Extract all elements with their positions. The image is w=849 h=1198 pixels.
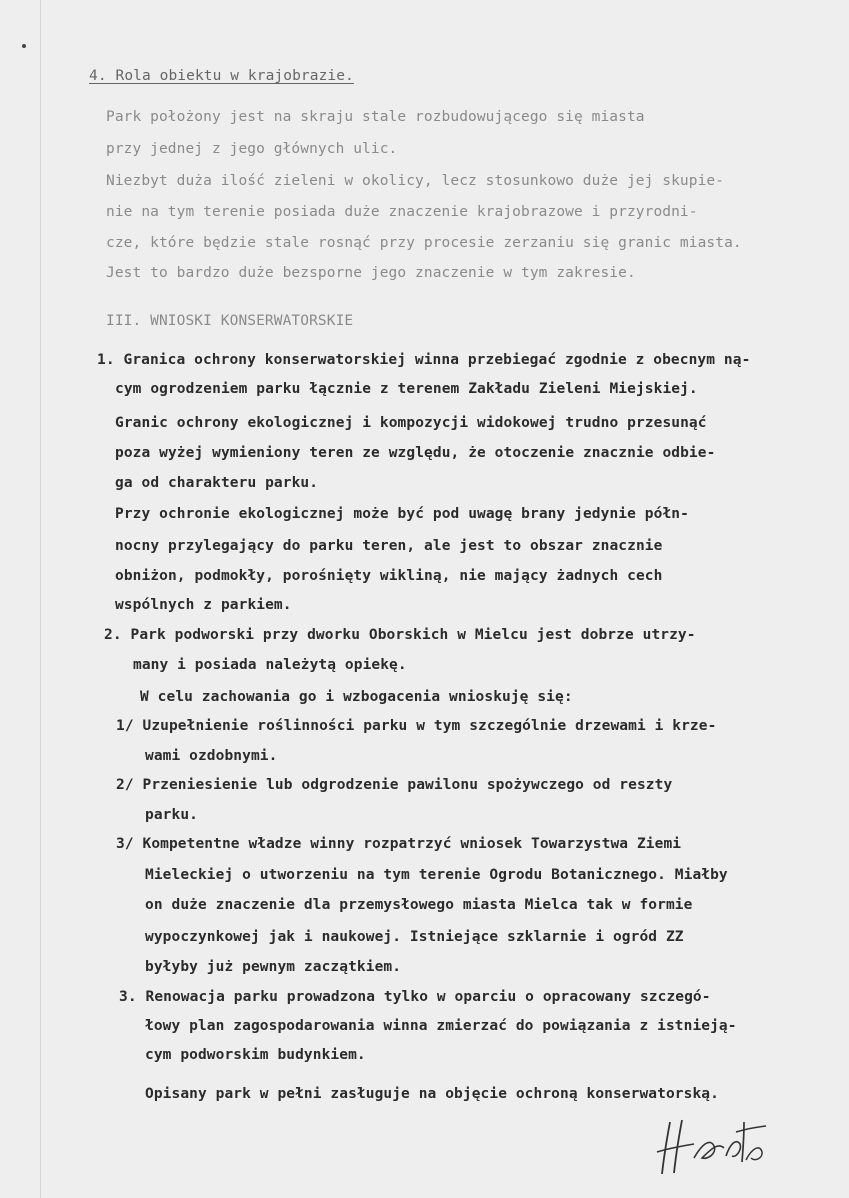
section-4-heading: 4. Rola obiektu w krajobrazie. (89, 68, 354, 84)
punch-mark (22, 44, 26, 48)
scan-edge-line (40, 0, 41, 1198)
section-4-line-1: Park położony jest na skraju stale rozbudowującego się miasta (106, 109, 645, 125)
section-4-line-3: Niezbyt duża ilość zieleni w okolicy, lecz stosunkowo duże jej skupie- (106, 173, 725, 189)
section-4-line-5: cze, które będzie stale rosnąć przy procesie zerzaniu się granic miasta. (106, 235, 742, 251)
subpoint-2-line-2: parku. (145, 807, 198, 823)
subpoint-3-line-2: Mieleckiej o utworzeniu na tym terenie Ogrodu Botanicznego. Miałby (145, 867, 728, 883)
point-1-line-3: Granic ochrony ekologicznej i kompozycji widokowej trudno przesunąć (115, 415, 707, 431)
point-1-line-8: obniżon, podmokły, porośnięty wikliną, nie mający żadnych cech (115, 568, 663, 584)
subpoint-1-line-1: 1/ Uzupełnienie roślinności parku w tym szczególnie drzewami i krze- (116, 718, 717, 734)
subpoint-3-line-5: byłyby już pewnym zaczątkiem. (145, 959, 402, 975)
closing-statement: Opisany park w pełni zasługuje na objęcie ochroną konserwatorską. (145, 1086, 719, 1102)
section-4-line-4: nie na tym terenie posiada duże znaczenie krajobrazowe i przyrodni- (106, 204, 698, 220)
section-4-line-6: Jest to bardzo duże bezsporne jego znaczenie w tym zakresie. (106, 265, 636, 281)
point-1-line-4: poza wyżej wymieniony teren ze względu, że otoczenie znacznie odbie- (115, 445, 716, 461)
subpoint-3-line-3: on duże znaczenie dla przemysłowego miasta Mielca tak w formie (145, 897, 693, 913)
point-3-line-1: 3. Renowacja parku prowadzona tylko w oparciu o opracowany szczegó- (119, 989, 711, 1005)
point-1-line-1: 1. Granica ochrony konserwatorskiej winna przebiegać zgodnie z obecnym ną- (97, 352, 751, 368)
point-3-line-2: łowy plan zagospodarowania winna zmierzać do powiązania z istnieją- (145, 1018, 737, 1034)
subpoint-3-line-4: wypoczynkowej jak i naukowej. Istniejące szklarnie i ogród ZZ (145, 929, 684, 945)
point-3-line-3: cym podworskim budynkiem. (145, 1047, 366, 1063)
point-2-line-1: 2. Park podworski przy dworku Oborskich w Mielcu jest dobrze utrzy- (104, 627, 696, 643)
point-1-line-2: cym ogrodzeniem parku łącznie z terenem Zakładu Zieleni Miejskiej. (115, 381, 698, 397)
point-2-line-3: W celu zachowania go i wzbogacenia wnioskuję się: (140, 689, 573, 705)
handwritten-signature (652, 1108, 772, 1186)
subpoint-3-line-1: 3/ Kompetentne władze winny rozpatrzyć wniosek Towarzystwa Ziemi (116, 836, 682, 852)
subpoint-1-line-2: wami ozdobnymi. (145, 748, 278, 764)
point-1-line-6: Przy ochronie ekologicznej może być pod uwagę brany jedynie półn- (115, 506, 689, 522)
point-1-line-9: wspólnych z parkiem. (115, 597, 292, 613)
point-1-line-5: ga od charakteru parku. (115, 475, 319, 491)
subpoint-2-line-1: 2/ Przeniesienie lub odgrodzenie pawilonu spożywczego od reszty (116, 777, 673, 793)
section-4-line-2: przy jednej z jego głównych ulic. (106, 141, 398, 157)
point-2-line-2: many i posiada należytą opiekę. (133, 657, 407, 673)
section-3-heading: III. WNIOSKI KONSERWATORSKIE (106, 313, 354, 329)
point-1-line-7: nocny przylegający do parku teren, ale jest to obszar znacznie (115, 538, 663, 554)
